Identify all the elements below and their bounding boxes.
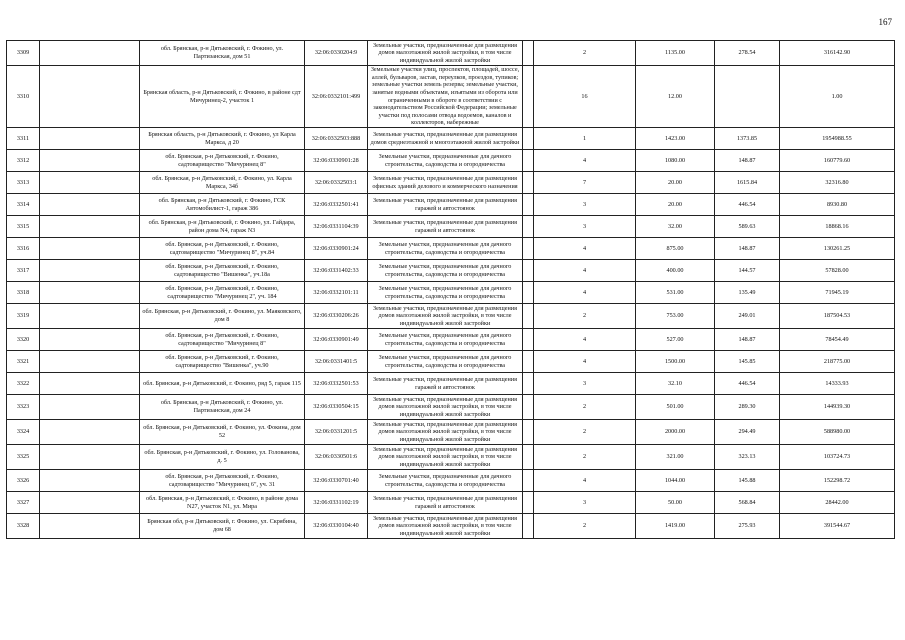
area-cell: 12.00	[636, 66, 715, 128]
cadastral-value-cell: 160779.60	[780, 150, 895, 172]
spacer-cell	[40, 238, 140, 260]
specific-value-cell: 144.57	[715, 260, 780, 282]
cadastral-number-cell: 32:06:0332501:41	[305, 194, 368, 216]
specific-value-cell: 446.54	[715, 373, 780, 395]
spacer-cell	[523, 260, 534, 282]
cadastral-value-cell: 32316.80	[780, 172, 895, 194]
table-row	[7, 514, 895, 539]
spacer-cell	[40, 373, 140, 395]
cadastral-value-cell: 1954988.55	[780, 128, 895, 150]
spacer-cell	[523, 514, 534, 539]
area-cell: 1080.00	[636, 150, 715, 172]
specific-value-cell: 278.54	[715, 41, 780, 66]
land-use-cell: Земельные участки, предназначенные для дачного строительства, садоводства и огородничества	[368, 238, 523, 260]
area-cell: 527.00	[636, 329, 715, 351]
specific-value-cell: 145.88	[715, 470, 780, 492]
address-cell: обл. Брянская, р-н Дятьковский, г. Фокино, ул. Партизанская, дом 51	[140, 41, 305, 66]
cadastral-number-cell: 32:06:0330504:15	[305, 395, 368, 420]
spacer-cell	[523, 66, 534, 128]
spacer-cell	[523, 395, 534, 420]
land-use-cell: Земельные участки, предназначенные для размещения гаражей и автостоянок	[368, 194, 523, 216]
group-number-cell: 3	[534, 216, 636, 238]
group-number-cell: 2	[534, 420, 636, 445]
cadastral-number-cell: 32:06:0330901:24	[305, 238, 368, 260]
area-cell: 400.00	[636, 260, 715, 282]
spacer-cell	[40, 304, 140, 329]
table-row	[7, 304, 895, 329]
group-number-cell: 4	[534, 150, 636, 172]
row-number: 3322	[7, 373, 40, 395]
spacer-cell	[523, 282, 534, 304]
spacer-cell	[40, 514, 140, 539]
area-cell: 2000.00	[636, 420, 715, 445]
specific-value-cell: 446.54	[715, 194, 780, 216]
land-use-cell: Земельные участки, предназначенные для размещения гаражей и автостоянок	[368, 492, 523, 514]
land-use-cell: Земельные участки, предназначенные для дачного строительства, садоводства и огородничества	[368, 282, 523, 304]
spacer-cell	[523, 492, 534, 514]
table-row	[7, 216, 895, 238]
spacer-cell	[523, 470, 534, 492]
spacer-cell	[40, 216, 140, 238]
cadastral-value-cell: 8930.80	[780, 194, 895, 216]
specific-value-cell: 294.49	[715, 420, 780, 445]
land-use-cell: Земельные участки улиц, проспектов, площадей, шоссе, аллей, бульваров, застав, переулков, проездов, тупиков; земельные участки земель резерва; земельные участки, занятые водными объектами, изъятыми из оборота или ограниченными в обороте в соответствии с законодательством Российской Федерации; земельные участки под полосами отвода водоемов, каналов и коллекторов, набережные	[368, 66, 523, 128]
spacer-cell	[523, 445, 534, 470]
row-number: 3328	[7, 514, 40, 539]
group-number-cell: 16	[534, 66, 636, 128]
cadastral-number-cell: 32:06:0332501:53	[305, 373, 368, 395]
cadastral-number-cell: 32:06:0330701:40	[305, 470, 368, 492]
specific-value-cell: 1615.84	[715, 172, 780, 194]
row-number: 3310	[7, 66, 40, 128]
specific-value-cell: 289.30	[715, 395, 780, 420]
spacer-cell	[523, 128, 534, 150]
group-number-cell: 1	[534, 128, 636, 150]
group-number-cell: 2	[534, 514, 636, 539]
area-cell: 1423.00	[636, 128, 715, 150]
address-cell: обл. Брянская, р-н Дятьковский, г. Фокино, садтоварищество "Мичуринец 8", уч.84	[140, 238, 305, 260]
group-number-cell: 7	[534, 172, 636, 194]
table-row	[7, 470, 895, 492]
cadastral-value-cell: 588980.00	[780, 420, 895, 445]
group-number-cell: 2	[534, 445, 636, 470]
cadastral-number-cell: 32:06:0330206:26	[305, 304, 368, 329]
land-use-cell: Земельные участки, предназначенные для дачного строительства, садоводства и огородничества	[368, 329, 523, 351]
area-cell: 20.00	[636, 172, 715, 194]
land-use-cell: Земельные участки, предназначенные для размещения домов малоэтажной жилой застройки, в том числе индивидуальной жилой застройки	[368, 420, 523, 445]
spacer-cell	[523, 216, 534, 238]
cadastral-value-cell: 316142.90	[780, 41, 895, 66]
cadastral-number-cell: 32:06:0331102:19	[305, 492, 368, 514]
cadastral-number-cell: 32:06:0332503:1	[305, 172, 368, 194]
group-number-cell: 2	[534, 304, 636, 329]
table-row	[7, 194, 895, 216]
specific-value-cell: 275.93	[715, 514, 780, 539]
row-number: 3320	[7, 329, 40, 351]
row-number: 3314	[7, 194, 40, 216]
cadastral-number-cell: 32:06:0330901:49	[305, 329, 368, 351]
cadastral-number-cell: 32:06:0331201:5	[305, 420, 368, 445]
land-use-cell: Земельные участки, предназначенные для размещения домов малоэтажной жилой застройки, в том числе индивидуальной жилой застройки	[368, 304, 523, 329]
row-number: 3327	[7, 492, 40, 514]
spacer-cell	[40, 150, 140, 172]
area-cell: 501.00	[636, 395, 715, 420]
row-number: 3319	[7, 304, 40, 329]
table-row	[7, 238, 895, 260]
cadastral-number-cell: 32:06:0330104:40	[305, 514, 368, 539]
address-cell: Брянская область, р-н Дятьковский, г. Фокино, в районе сдт Мичуринец-2, участок 1	[140, 66, 305, 128]
spacer-cell	[523, 194, 534, 216]
table-row	[7, 41, 895, 66]
spacer-cell	[40, 128, 140, 150]
group-number-cell: 4	[534, 238, 636, 260]
area-cell: 32.00	[636, 216, 715, 238]
specific-value-cell: 568.84	[715, 492, 780, 514]
spacer-cell	[40, 41, 140, 66]
row-number: 3312	[7, 150, 40, 172]
address-cell: обл. Брянская, р-н Дятьковский, г. Фокино, ул. Маяковского, дом 8	[140, 304, 305, 329]
spacer-cell	[523, 373, 534, 395]
address-cell: обл. Брянская, р-н Дятьковский, г. Фокино, садтоварищество "Мичуринец 2", уч. 184	[140, 282, 305, 304]
cadastral-value-cell: 103724.73	[780, 445, 895, 470]
table-row	[7, 492, 895, 514]
row-number: 3321	[7, 351, 40, 373]
land-use-cell: Земельные участки, предназначенные для размещения гаражей и автостоянок	[368, 216, 523, 238]
row-number: 3315	[7, 216, 40, 238]
cadastral-value-cell: 144939.30	[780, 395, 895, 420]
land-use-cell: Земельные участки, предназначенные для дачного строительства, садоводства и огородничества	[368, 260, 523, 282]
group-number-cell: 3	[534, 373, 636, 395]
address-cell: обл. Брянская, р-н Дятьковский, г. Фокино, садтоварищество "Мичуринец 6", уч. 31	[140, 470, 305, 492]
group-number-cell: 2	[534, 395, 636, 420]
table-row	[7, 420, 895, 445]
page-number: 167	[878, 17, 892, 27]
table-row	[7, 128, 895, 150]
cadastral-number-cell: 32:06:0332503:888	[305, 128, 368, 150]
row-number: 3316	[7, 238, 40, 260]
row-number: 3326	[7, 470, 40, 492]
cadastral-value-cell: 14333.93	[780, 373, 895, 395]
table-row	[7, 351, 895, 373]
group-number-cell: 3	[534, 492, 636, 514]
spacer-cell	[40, 445, 140, 470]
table-row	[7, 282, 895, 304]
group-number-cell: 4	[534, 329, 636, 351]
table-row	[7, 260, 895, 282]
cadastral-number-cell: 32:06:0330501:6	[305, 445, 368, 470]
table-row	[7, 172, 895, 194]
specific-value-cell: 249.01	[715, 304, 780, 329]
spacer-cell	[40, 420, 140, 445]
area-cell: 50.00	[636, 492, 715, 514]
address-cell: обл. Брянская, р-н Дятьковский, г. Фокино, ул. Фокина, дом 52	[140, 420, 305, 445]
address-cell: обл. Брянская, р-н Дятьковский, г. Фокино, ул. Партизанская, дом 24	[140, 395, 305, 420]
land-use-cell: Земельные участки, предназначенные для размещения домов малоэтажной жилой застройки, в том числе индивидуальной жилой застройки	[368, 514, 523, 539]
spacer-cell	[40, 329, 140, 351]
cadastral-value-cell: 152298.72	[780, 470, 895, 492]
area-cell: 1500.00	[636, 351, 715, 373]
spacer-cell	[523, 172, 534, 194]
cadastral-number-cell: 32:06:0330204:9	[305, 41, 368, 66]
area-cell: 1135.00	[636, 41, 715, 66]
land-use-cell: Земельные участки, предназначенные для размещения домов среднеэтажной и многоэтажной жилой застройки	[368, 128, 523, 150]
spacer-cell	[523, 351, 534, 373]
spacer-cell	[523, 238, 534, 260]
cadastral-value-cell: 18868.16	[780, 216, 895, 238]
group-number-cell: 4	[534, 282, 636, 304]
specific-value-cell: 148.87	[715, 238, 780, 260]
land-use-cell: Земельные участки, предназначенные для размещения офисных зданий делового и коммерческого назначения	[368, 172, 523, 194]
area-cell: 1419.00	[636, 514, 715, 539]
cadastral-number-cell: 32:06:0330901:28	[305, 150, 368, 172]
row-number: 3318	[7, 282, 40, 304]
spacer-cell	[40, 172, 140, 194]
spacer-cell	[523, 41, 534, 66]
land-use-cell: Земельные участки, предназначенные для размещения гаражей и автостоянок	[368, 373, 523, 395]
spacer-cell	[523, 150, 534, 172]
cadastral-value-cell: 218775.00	[780, 351, 895, 373]
area-cell: 1044.00	[636, 470, 715, 492]
table-row	[7, 445, 895, 470]
spacer-cell	[40, 470, 140, 492]
spacer-cell	[523, 304, 534, 329]
address-cell: Брянская обл, р-н Дятьковский, г. Фокино, ул. Скрябина, дом 68	[140, 514, 305, 539]
spacer-cell	[523, 420, 534, 445]
address-cell: обл. Брянская, р-н Дятьковский, г. Фокино, садтоварищество "Мичуринец 8"	[140, 329, 305, 351]
table-row	[7, 329, 895, 351]
row-number: 3313	[7, 172, 40, 194]
spacer-cell	[523, 329, 534, 351]
spacer-cell	[40, 66, 140, 128]
row-number: 3317	[7, 260, 40, 282]
specific-value-cell: 589.63	[715, 216, 780, 238]
spacer-cell	[40, 194, 140, 216]
area-cell: 531.00	[636, 282, 715, 304]
address-cell: обл. Брянская, р-н Дятьковский, г. Фокино, садтоварищество "Вишенка", уч.18а	[140, 260, 305, 282]
specific-value-cell: 148.87	[715, 150, 780, 172]
table-row	[7, 66, 895, 128]
cadastral-number-cell: 32:06:0332101:499	[305, 66, 368, 128]
spacer-cell	[40, 351, 140, 373]
cadastral-value-cell: 71945.19	[780, 282, 895, 304]
address-cell: обл. Брянская, р-н Дятьковский, г. Фокино, ряд 5, гараж 115	[140, 373, 305, 395]
group-number-cell: 4	[534, 260, 636, 282]
cadastral-number-cell: 32:06:0331402:33	[305, 260, 368, 282]
land-use-cell: Земельные участки, предназначенные для размещения домов малоэтажной жилой застройки, в том числе индивидуальной жилой застройки	[368, 395, 523, 420]
table-body	[7, 41, 895, 539]
specific-value-cell: 135.49	[715, 282, 780, 304]
address-cell: обл. Брянская, р-н Дятьковский, г. Фокино, садтоварищество "Мичуринец 8"	[140, 150, 305, 172]
row-number: 3324	[7, 420, 40, 445]
row-number: 3309	[7, 41, 40, 66]
table-row	[7, 150, 895, 172]
cadastral-value-table	[6, 40, 895, 539]
cadastral-number-cell: 32:06:0331401:5	[305, 351, 368, 373]
table-row	[7, 373, 895, 395]
spacer-cell	[40, 260, 140, 282]
cadastral-value-cell: 78454.49	[780, 329, 895, 351]
specific-value-cell: 148.87	[715, 329, 780, 351]
area-cell: 32.10	[636, 373, 715, 395]
address-cell: обл. Брянская, р-н Дятьковский, г. Фокино, ул. Карла Маркса, 34б	[140, 172, 305, 194]
land-use-cell: Земельные участки, предназначенные для дачного строительства, садоводства и огородничества	[368, 470, 523, 492]
area-cell: 753.00	[636, 304, 715, 329]
cadastral-number-cell: 32:06:0332101:11	[305, 282, 368, 304]
cadastral-value-cell: 187504.53	[780, 304, 895, 329]
group-number-cell: 4	[534, 351, 636, 373]
specific-value-cell: 1373.85	[715, 128, 780, 150]
spacer-cell	[40, 395, 140, 420]
specific-value-cell	[715, 66, 780, 128]
cadastral-number-cell: 32:06:0331104:39	[305, 216, 368, 238]
land-use-cell: Земельные участки, предназначенные для размещения домов малоэтажной жилой застройки, в том числе индивидуальной жилой застройки	[368, 445, 523, 470]
group-number-cell: 4	[534, 470, 636, 492]
address-cell: обл. Брянская, р-н Дятьковский, г. Фокино, ул. Голованова, д. 5	[140, 445, 305, 470]
row-number: 3323	[7, 395, 40, 420]
area-cell: 321.00	[636, 445, 715, 470]
address-cell: обл. Брянская, р-н Дятьковский, г. Фокино, в районе дома N27, участок N1, ул. Мира	[140, 492, 305, 514]
row-number: 3311	[7, 128, 40, 150]
area-cell: 875.00	[636, 238, 715, 260]
group-number-cell: 2	[534, 41, 636, 66]
address-cell: Брянская область, р-н Дятьковский, г. Фокино, ул Карла Маркса, д 20	[140, 128, 305, 150]
specific-value-cell: 323.13	[715, 445, 780, 470]
cadastral-value-cell: 130261.25	[780, 238, 895, 260]
land-use-cell: Земельные участки, предназначенные для размещения домов малоэтажной жилой застройки, в том числе индивидуальной жилой застройки	[368, 41, 523, 66]
table-row	[7, 395, 895, 420]
cadastral-value-cell: 28442.00	[780, 492, 895, 514]
spacer-cell	[40, 282, 140, 304]
spacer-cell	[40, 492, 140, 514]
cadastral-value-cell: 57828.00	[780, 260, 895, 282]
address-cell: обл. Брянская, р-н Дятьковский, г. Фокино, ул. Гайдара, район дома N4, гараж N3	[140, 216, 305, 238]
cadastral-value-cell: 1.00	[780, 66, 895, 128]
land-use-cell: Земельные участки, предназначенные для дачного строительства, садоводства и огородничества	[368, 150, 523, 172]
group-number-cell: 3	[534, 194, 636, 216]
row-number: 3325	[7, 445, 40, 470]
address-cell: обл. Брянская, р-н Дятьковский, г. Фокино, садтоварищество "Вишенка", уч.90	[140, 351, 305, 373]
area-cell: 20.00	[636, 194, 715, 216]
address-cell: обл. Брянская, р-н Дятьковский, г. Фокино, ГСК Автомобилист-1, гараж 386	[140, 194, 305, 216]
specific-value-cell: 145.85	[715, 351, 780, 373]
cadastral-value-cell: 391544.67	[780, 514, 895, 539]
land-use-cell: Земельные участки, предназначенные для дачного строительства, садоводства и огородничества	[368, 351, 523, 373]
